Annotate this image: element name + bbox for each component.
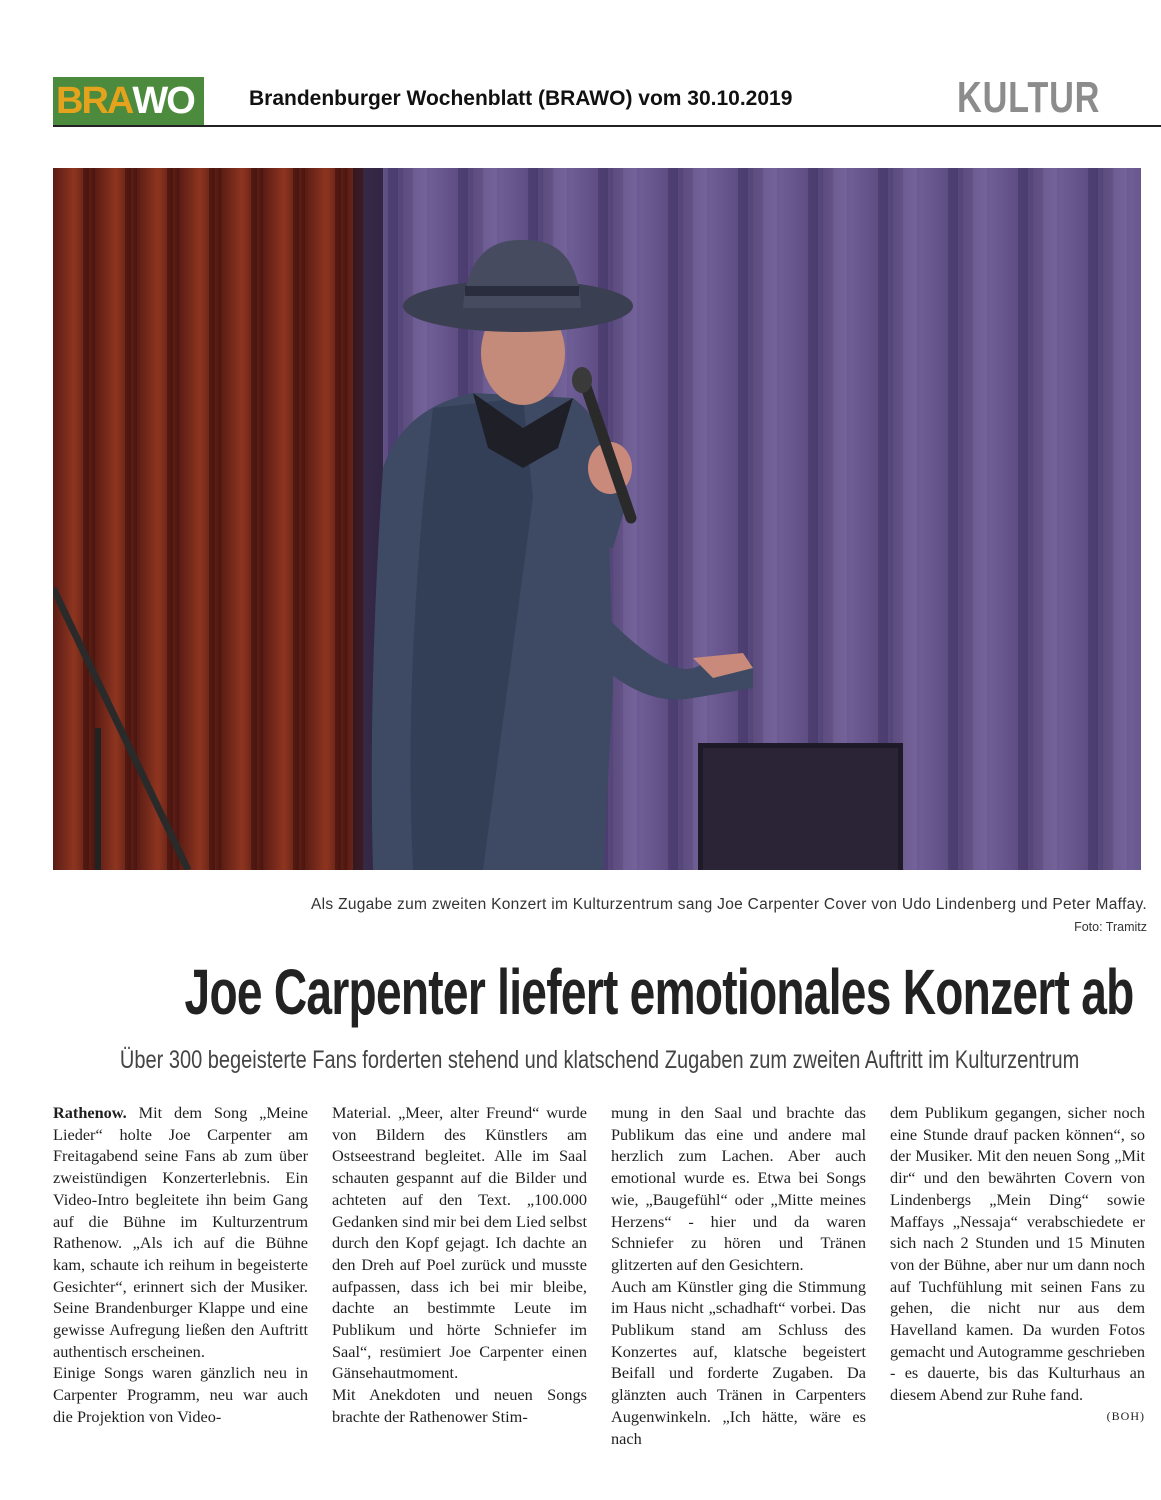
article-body bbox=[53, 1102, 1147, 1462]
logo-wo: WO bbox=[132, 80, 194, 122]
article-column-2 bbox=[332, 1102, 587, 1428]
article-column-3 bbox=[611, 1102, 866, 1449]
header-rule bbox=[53, 125, 1161, 127]
concert-photo bbox=[53, 168, 1141, 870]
article-paragraph: Auch am Künstler ging die Stimmung im Haus nicht „schadhaft“ vorbei. Das Publikum stand am Schluss des Konzertes auf, klatsche begeistert Beifall und forderte Zugaben. Da glänzten auch Tränen in Carpenters Augenwinkeln. „Ich hätte, wäre es nach bbox=[611, 1276, 866, 1448]
article-paragraph: dem Publikum gegangen, sicher noch eine Stunde drauf packen können“, so der Musiker. Mit den neuen Song „Mit dir“ und den bewährten Covern von Lindenbergs „Mein Ding“ sowie Maffays „Nessaja“ verabschiedete er sich nach 2 Stunden und 15 Minuten von der Bühne, aber nur um dann noch auf Tuchfühlung mit seinen Fans zu gehen, die nicht nur aus dem Havelland kamen. Da wurden Fotos gemacht und Autogramme geschrieben - es dauerte, bis das Kulturhaus an diesem Abend zur Ruhe fand. bbox=[890, 1103, 1145, 1405]
concert-photo-illustration bbox=[53, 168, 1141, 870]
dateline: Rathenow. bbox=[53, 1103, 127, 1122]
masthead bbox=[53, 73, 1161, 127]
article-paragraph: Einige Songs waren gänzlich neu in Carpenter Programm, neu war auch die Projektion von Video- bbox=[53, 1363, 308, 1426]
article-paragraph bbox=[53, 1102, 308, 1362]
article-paragraph: mung in den Saal und brachte das Publikum das eine und andere mal herzlich zum Lachen. Aber auch emotional wurde es. Etwa bei Songs wie, „Baugefühl“ oder „Mitte meines Herzens“ - hier und da waren Schniefer zu hören und Tränen glitzerten auf den Gesichtern. bbox=[611, 1103, 866, 1274]
brawo-logo bbox=[53, 77, 204, 125]
article-column-1 bbox=[53, 1102, 308, 1428]
article-column-4 bbox=[890, 1102, 1145, 1428]
article-paragraph: Mit Anekdoten und neuen Songs brachte der Rathenower Stim- bbox=[332, 1385, 587, 1426]
article-subheadline bbox=[0, 1046, 1161, 1075]
section-label: KULTUR bbox=[957, 73, 1101, 122]
article-paragraph: Material. „Meer, alter Freund“ wurde von Bildern des Künstlers am Ostseestrand begleitet. Alle im Saal schauten gespannt auf die Bilder und achteten auf den Text. „100.000 Gedanken sind mir bei dem Lied selbst durch den Kopf gejagt. Ich dachte an den Dreh auf Poel zurück und musste aufpassen, dass ich bei mir bleibe, dachte an bestimmte Leute im Publikum und hörte Schniefer im Saal“, resümiert Joe Carpenter einen Gänsehautmoment. bbox=[332, 1103, 588, 1383]
photo-caption: Als Zugabe zum zweiten Konzert im Kulturzentrum sang Joe Carpenter Cover von Udo Lindenberg und Peter Maffay. bbox=[311, 896, 1147, 913]
author-signature: (BOH) bbox=[1106, 1408, 1145, 1423]
article-subheadline-text: Über 300 begeisterte Fans forderten stehend und klatschend Zugaben zum zweiten Auftritt im Kulturzentrum bbox=[119, 1046, 1080, 1074]
photo-credit: Foto: Tramitz bbox=[1074, 920, 1147, 934]
article-headline-text: Joe Carpenter liefert emotionales Konzert ab bbox=[184, 956, 1134, 1028]
paragraph-text: Mit dem Song „Meine Lieder“ holte Joe Carpenter am Freitagabend seine Fans ab zum über zweistündigen Konzerterlebnis. Ein Video-Intro begleitete ihn beim Gang auf die Bühne im Kulturzentrum Rathenow. „Als ich auf die Bühne kam, schaute ich reihum in begeisterte Gesichter“, erinnert sich der Musiker. Seine Brandenburger Klappe und eine gewisse Aufregung ließen den Auftritt authentisch erscheinen. bbox=[53, 1103, 308, 1361]
article-headline bbox=[0, 955, 1161, 1029]
paper-title: Brandenburger Wochenblatt (BRAWO) vom 30.10.2019 bbox=[249, 87, 793, 110]
logo-bra: BRA bbox=[56, 80, 133, 122]
